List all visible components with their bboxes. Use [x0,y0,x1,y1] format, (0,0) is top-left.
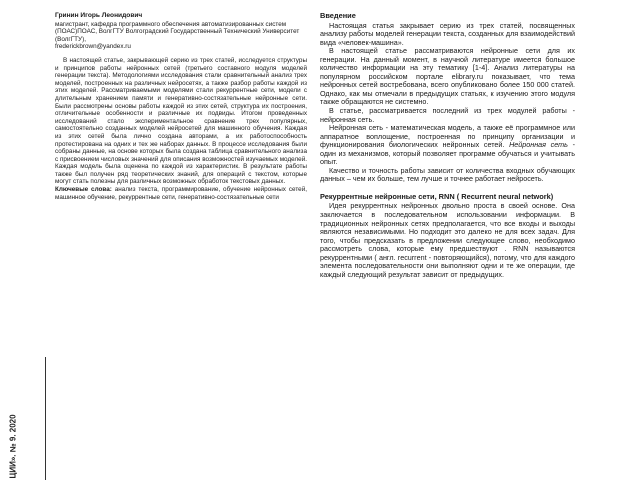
nn-definition-end: - один из механизмов, который позволяет программе обучаться и учитывать опыт. [320,140,575,167]
intro-paragraph-2: В настоящей статье рассматриваются нейронные сети для их генерации. На данный момент, в научной литературе имеется большое количество информации на эту тематику [1-4]. Анализ литературы на популярном российском портале elibrary.ru показывает, что тема нейронных сетей востребована, всего опубликовано более 150 000 статей. Однако, как мы отмечали в предыдущих статьях, к изучению этого модуля также обращаются не системно. [320,46,575,107]
nn-definition-start: Нейронная сеть - математическая модель, а также её программное или аппаратное воплощение, построенная по принципу организации и функционирования биологических нейронных сетей. [320,123,575,150]
keywords [55,186,307,201]
rnn-paragraph-1: Идея рекуррентных нейронных двольно проста в своей основе. Она заключается в последовательном использовании информации. В традиционных нейронных сетях предполагается, что все входы и выходы являются независимыми. Но подходит это далеко не для всех задач. Для того, чтобы предсказать в предложении следующее слово, необходимо рассмотреть слова, которые ему предшествуют . RNN называются рекуррентными ( англ. recurrent - повторяющийся), потому, что для каждого элемента последовательности они выполняют одни и те же операции, где каждый следующий результат зависит от предыдущих. [320,201,575,279]
intro-heading: Введение [320,11,356,20]
author-name: Гринин Игорь Леонидович [55,12,143,19]
author-email[interactable]: frederickbrown@yandex.ru [55,43,131,51]
intro-paragraph-4 [320,124,575,167]
journal-side-label [2,340,24,480]
vertical-divider [45,357,46,480]
abstract [55,57,307,186]
right-column [320,12,575,279]
affiliation-text: магистрант, кафедра программного обеспечения автоматизированных систем (ПОАС)ПОАС, ВолгГТУ Волгоградский Государственный Технический Университет (ВолгГТУ), [55,20,300,43]
journal-issue-text: ЦИИ». № 9. 2020 [8,414,18,479]
intro-paragraph-3: В статье, рассматривается последний из трех модулей работы - нейронная сеть. [320,106,575,124]
nn-term-italic: Нейронная сеть [509,140,568,150]
rnn-heading: Рекуррентные нейронные сети, RNN ( Recurrent neural network) [320,191,554,201]
keywords-text: анализ текста, программирование, обучение нейронных сетей, машинное обучение, рекуррентные сети, генеративно-состязательные сети [55,186,308,201]
intro-paragraph-5: Качество и точность работы зависит от количества входных обучающих данных – чем их больше, тем лучше и точнее работает нейросеть. [320,165,575,184]
left-column [55,12,307,201]
author-affiliation [55,21,307,51]
intro-paragraph-1: Настоящая статья закрывает серию из трех статей, посвященных анализу работы моделей генерации текста, созданных для взаимодействий вида «человек-машина». [320,20,575,47]
abstract-text: В настоящей статье, закрывающей серию из трех статей, исследуется структуры и принципов работы нейронных сетей (третьего составного модуля моделей генерации текста). Методологиями исследования стали сравнительный анализ трех моделей, построенных на различных нейросетях, а также разбор работы каждой из этих моделей. Рассматриваемыми моделями стали рекуррентные сети, модели с длительным хранением памяти и генеративно-состязательные нейронные сети. Были рассмотрены основы работы каждой из этих сетей, структура их построения, отличительные особенности и различные их подвиды. Итогом проведенных исследований стало экспериментальное сравнение трех популярных, самостоятельно созданных моделей нейросетей для машинного обучения. Каждая из этих сетей была лично создана авторами, а их работоспособность протестирована на одних и тех же наборах данных. В процессе исследования были собраны данные, на основе которых была создана таблица сравнительного анализа с присвоением числовых значений для описания возможностей изучаемых моделей. Каждая модель была оценена по каждой из характеристик. В результате работы также был получен ряд теоретических знаний, для операций с текстом, которые могут стать полезны для различных возможных обработок текстовых данных. [55,56,307,186]
keywords-label: Ключевые слова: [55,186,112,194]
